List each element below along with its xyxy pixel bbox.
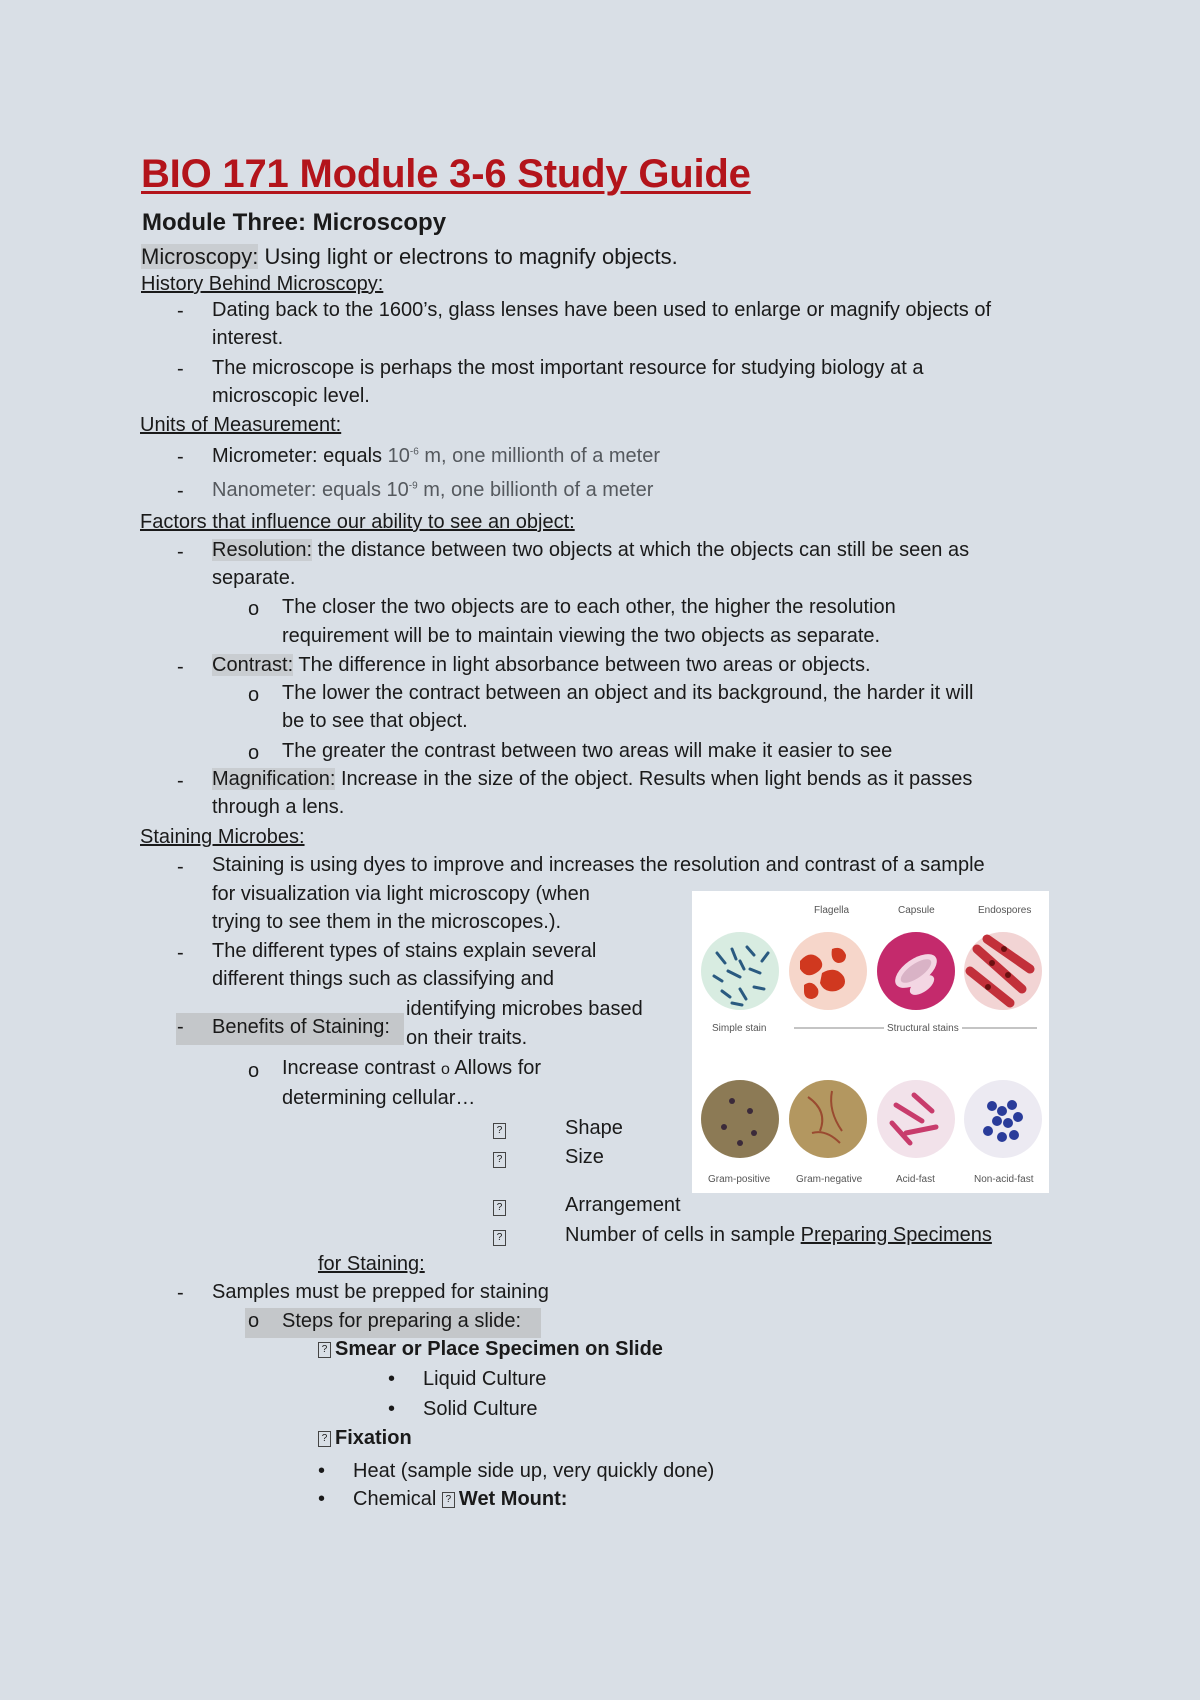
glyph-icon: ? bbox=[318, 1342, 331, 1358]
label-flagella: Flagella bbox=[814, 905, 850, 916]
label-acid-fast: Acid-fast bbox=[896, 1174, 935, 1185]
contrast-term: Contrast: bbox=[212, 654, 294, 676]
fixation-chemical: Chemical bbox=[353, 1488, 437, 1510]
wet-mount-step: Wet Mount: bbox=[458, 1488, 568, 1510]
label-gram-negative: Gram-negative bbox=[796, 1174, 863, 1185]
smear-solid-culture: Solid Culture bbox=[423, 1398, 538, 1420]
capsule-stain-circle bbox=[877, 932, 955, 1010]
label-capsule: Capsule bbox=[898, 905, 935, 916]
staining-item-1-line-1: Staining is using dyes to improve and increases the resolution and contrast of a sample bbox=[212, 854, 985, 876]
glyph-icon: ? bbox=[493, 1196, 510, 1219]
fixation-line bbox=[318, 1427, 412, 1450]
staining-item-1-line-2: for visualization via light microscopy (when bbox=[212, 883, 590, 905]
dash-bullet: - bbox=[177, 942, 184, 964]
dash-bullet: - bbox=[177, 656, 184, 678]
acid-fast-circle bbox=[877, 1080, 955, 1158]
benefit-line-1 bbox=[282, 1057, 541, 1080]
circle-bullet: o bbox=[248, 684, 260, 706]
contrast-sub-1-line-1: The lower the contract between an object and its background, the harder it will bbox=[282, 682, 974, 704]
resolution-sub-line-1: The closer the two objects are to each other, the higher the resolution bbox=[282, 596, 896, 618]
nanometer-base: 10 bbox=[386, 479, 409, 501]
factors-heading: Factors that influence our ability to see an object: bbox=[140, 511, 575, 533]
contrast-sub-2: The greater the contrast between two areas will make it easier to see bbox=[282, 740, 893, 762]
staining-item-2-line-3: identifying microbes based bbox=[406, 998, 643, 1020]
glyph-icon: ? bbox=[318, 1431, 331, 1447]
staining-item-1-line-3: trying to see them in the microscopes.). bbox=[212, 911, 562, 933]
unit-micrometer bbox=[212, 445, 660, 468]
history-item-2-line-1: The microscope is perhaps the most important resource for studying biology at a bbox=[212, 357, 924, 379]
contrast-line bbox=[212, 654, 871, 677]
definition-text: Using light or electrons to magnify objects. bbox=[258, 244, 678, 269]
label-non-acid-fast: Non-acid-fast bbox=[974, 1174, 1034, 1185]
history-heading: History Behind Microscopy: bbox=[141, 273, 384, 295]
micrometer-exponent: -6 bbox=[409, 446, 419, 458]
contrast-text: The difference in light absorbance between two areas or objects. bbox=[293, 654, 871, 676]
bullet: • bbox=[318, 1460, 326, 1482]
history-item-2-line-2: microscopic level. bbox=[212, 385, 370, 407]
staining-item-2-line-4: on their traits. bbox=[406, 1027, 528, 1049]
stain-illustrations bbox=[692, 891, 1049, 1193]
definition-term: Microscopy: bbox=[141, 244, 259, 269]
circle-bullet: o bbox=[440, 1061, 450, 1078]
dash-bullet: - bbox=[177, 1282, 184, 1304]
benefit-increase-contrast: Increase contrast bbox=[282, 1057, 436, 1079]
dash-bullet: - bbox=[177, 541, 184, 563]
contrast-sub-1-line-2: be to see that object. bbox=[282, 710, 468, 732]
dash-bullet: - bbox=[177, 446, 184, 468]
magnification-line-2: through a lens. bbox=[212, 796, 345, 818]
staining-item-2-line-1: The different types of stains explain several bbox=[212, 940, 597, 962]
endospore-stain-circle bbox=[964, 932, 1042, 1010]
magnification-text: Increase in the size of the object. Results when light bends as it passes bbox=[335, 768, 973, 790]
cellular-shape: Shape bbox=[565, 1117, 623, 1139]
dash-bullet: - bbox=[177, 358, 184, 380]
bullet: • bbox=[318, 1488, 326, 1510]
resolution-text: the distance between two objects at which the objects can still be seen as bbox=[312, 539, 970, 561]
resolution-line-1 bbox=[212, 539, 969, 562]
staining-heading: Staining Microbes: bbox=[140, 826, 305, 848]
smear-line bbox=[318, 1338, 663, 1361]
fixation-step: Fixation bbox=[335, 1427, 412, 1449]
unit-nanometer bbox=[212, 479, 653, 502]
non-acid-fast-circle bbox=[964, 1080, 1042, 1158]
preparing-heading-part-1: Preparing Specimens bbox=[800, 1224, 992, 1246]
label-simple-stain: Simple stain bbox=[712, 1023, 767, 1034]
document-title: BIO 171 Module 3-6 Study Guide bbox=[141, 152, 751, 196]
smear-liquid-culture: Liquid Culture bbox=[423, 1368, 547, 1390]
cellular-number-line bbox=[565, 1224, 992, 1247]
micrometer-label: Micrometer: equals bbox=[212, 445, 388, 467]
micrometer-rest: m, one millionth of a meter bbox=[418, 445, 660, 467]
benefit-allows-for: Allows for bbox=[454, 1057, 542, 1079]
resolution-term: Resolution: bbox=[212, 539, 313, 561]
microscopy-definition bbox=[141, 244, 678, 270]
nanometer-label: Nanometer: equals bbox=[212, 479, 387, 501]
resolution-sub-line-2: requirement will be to maintain viewing the two objects as separate. bbox=[282, 625, 881, 647]
glyph-icon: ? bbox=[493, 1119, 510, 1142]
bullet: • bbox=[388, 1368, 396, 1390]
fixation-heat: Heat (sample side up, very quickly done) bbox=[353, 1460, 715, 1482]
dash-bullet: - bbox=[177, 300, 184, 322]
simple-stain-circle bbox=[701, 932, 779, 1010]
dash-bullet: - bbox=[177, 856, 184, 878]
history-item-1-line-2: interest. bbox=[212, 327, 284, 349]
dash-bullet: - bbox=[177, 1016, 184, 1038]
dash-bullet: - bbox=[177, 480, 184, 502]
steps-label: Steps for preparing a slide: bbox=[282, 1310, 522, 1332]
smear-step: Smear or Place Specimen on Slide bbox=[335, 1338, 663, 1360]
cellular-number: Number of cells in sample bbox=[565, 1224, 796, 1246]
preparing-heading-part-2: for Staining: bbox=[318, 1253, 425, 1275]
micrometer-base: 10 bbox=[387, 445, 410, 467]
flagella-stain-circle bbox=[789, 932, 867, 1010]
cellular-arrangement: Arrangement bbox=[565, 1194, 681, 1216]
nanometer-exponent: -9 bbox=[408, 480, 418, 492]
circle-bullet: o bbox=[248, 1060, 260, 1082]
gram-positive-circle bbox=[701, 1080, 779, 1158]
circle-bullet: o bbox=[248, 1310, 260, 1332]
label-structural-stains: Structural stains bbox=[884, 1023, 962, 1034]
cellular-size: Size bbox=[565, 1146, 604, 1168]
circle-bullet: o bbox=[248, 598, 260, 620]
gram-negative-circle bbox=[789, 1080, 867, 1158]
resolution-line-2: separate. bbox=[212, 567, 296, 589]
magnification-term: Magnification: bbox=[212, 768, 336, 790]
stain-types-figure bbox=[692, 891, 1049, 1193]
prep-item: Samples must be prepped for staining bbox=[212, 1281, 549, 1303]
label-endospores: Endospores bbox=[978, 905, 1032, 916]
module-heading: Module Three: Microscopy bbox=[142, 209, 447, 236]
dash-bullet: - bbox=[177, 770, 184, 792]
glyph-icon: ? bbox=[493, 1148, 510, 1171]
benefit-line-2: determining cellular… bbox=[282, 1087, 476, 1109]
glyph-icon: ? bbox=[442, 1492, 455, 1508]
history-item-1-line-1: Dating back to the 1600’s, glass lenses have been used to enlarge or magnify objects of bbox=[212, 299, 992, 321]
label-gram-positive: Gram-positive bbox=[708, 1174, 771, 1185]
bullet: • bbox=[388, 1398, 396, 1420]
nanometer-rest: m, one billionth of a meter bbox=[417, 479, 654, 501]
staining-item-2-line-2: different things such as classifying and bbox=[212, 968, 555, 990]
fixation-chemical-line bbox=[353, 1488, 567, 1511]
glyph-icon: ? bbox=[493, 1226, 510, 1249]
units-heading: Units of Measurement: bbox=[140, 414, 342, 436]
benefits-term: Benefits of Staining: bbox=[212, 1016, 390, 1038]
magnification-line-1 bbox=[212, 768, 972, 791]
circle-bullet: o bbox=[248, 742, 260, 764]
